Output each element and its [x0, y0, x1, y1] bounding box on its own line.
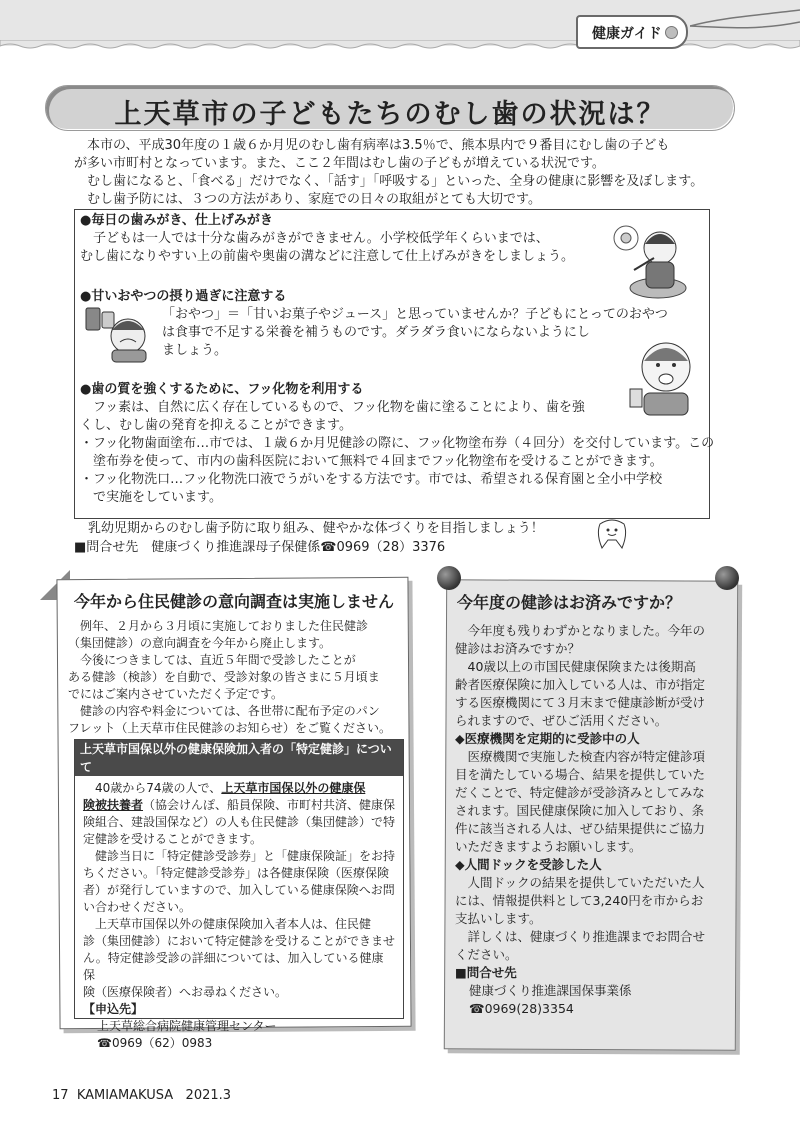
specific-checkup-line: ん。特定健診受診の詳細については、加入している健康保 [83, 951, 384, 982]
left-note-line: でにはご案内させていただく予定です。 [68, 687, 284, 701]
page-footer [52, 1088, 231, 1103]
pushpin-icon [437, 566, 461, 590]
right-note-contact-label: ■問合せ先 [455, 965, 517, 980]
left-note-body [68, 618, 403, 737]
specific-checkup-box [74, 739, 404, 1050]
right-note-contact-phone: ☎0969(28)3354 [469, 1001, 574, 1016]
right-note-line: 健診はお済みですか？ [455, 641, 581, 656]
left-note-line: 例年、２月から３月頃に実施しておりました住民健診 [68, 619, 369, 633]
left-note-line: ある健診（検診）を自動で、受診対象の皆さまに５月頃ま [68, 670, 380, 684]
specific-checkup-line: 診（集団健診）において特定健診を受けることができませ [83, 934, 396, 948]
specific-checkup-line: 険（医療保険者）へお尋ねください。 [83, 985, 288, 999]
right-note-line: 支払いします。 [455, 911, 542, 926]
method-section-brushing [80, 212, 620, 266]
left-note-title: 今年から住民健診の意向調査は実施しません [74, 592, 395, 611]
method-line: ・フッ化物歯面塗布…市では、１歳６か月児健診の際に、フッ化物塗布券（４回分）を交付しています。この [80, 436, 715, 451]
method-line: 「おやつ」＝「甘いお菓子やジュース」と思っていませんか？子どもにとってのおやつ [162, 307, 668, 322]
right-note-title: 今年度の健診はお済みですか？ [457, 593, 682, 612]
method-line: 塗布券を使って、市内の歯科医院において無料で４回までフッ化物塗布を受けることができます。 [80, 454, 663, 469]
method-line: くし、むし歯の発育を抑えることができます。 [80, 418, 352, 433]
specific-checkup-line: ちください。「特定健診受診券」は各健康保険（医療保険 [83, 866, 390, 880]
specific-checkup-line: 健診当日に「特定健診受診券」と「健康保険証」をお持 [83, 849, 396, 863]
method-section-fluoride [80, 381, 715, 507]
right-note-line: 件に該当される人は、ぜひ結果提供にご協力 [455, 821, 706, 836]
specific-checkup-emphasis: 険被扶養者 [83, 798, 144, 812]
method-section-snacks [80, 288, 710, 360]
right-note-line: だくことで、特定健診が受診済みとしてみな [455, 785, 705, 800]
specific-checkup-line: い合わせください。 [83, 900, 192, 914]
right-note-line: 齢者医療保険に加入している人は、市が指定 [455, 677, 706, 692]
left-note-line: （集団健診）の意向調査を今年から廃止します。 [68, 636, 332, 650]
section-tag-label: 健康ガイド [592, 26, 662, 42]
method-heading: ●歯の質を強くするために、フッ化物を利用する [80, 382, 364, 397]
specific-checkup-line: 定健診を受けることができます。 [83, 832, 263, 846]
specific-checkup-line: 険組合、建設国保など）の人も住民健診（集団健診）で特 [83, 815, 396, 829]
right-note-line: 目を満たしている場合、結果を提供していた [455, 767, 706, 782]
apply-name: 上天草総合病院健康管理センター [97, 1019, 277, 1033]
right-note-subheading: ◆医療機関を定期的に受診中の人 [455, 731, 640, 746]
magazine-name: KAMIAMAKUSA [76, 1088, 174, 1103]
page-number: 17 [52, 1088, 69, 1103]
child-sweets-illustration [84, 306, 160, 364]
method-line: は食事で不足する栄養を補うものです。ダラダラ食いにならないようにし [162, 325, 590, 340]
right-note-subheading: ◆人間ドックを受診した人 [455, 857, 602, 872]
specific-checkup-text: 40歳から74歳の人で、 [83, 781, 222, 795]
apply-label: 【申込先】 [83, 1002, 144, 1016]
article-intro [74, 137, 724, 209]
article-title: 上天草市の子どもたちのむし歯の状況は？ [114, 99, 666, 130]
right-note-line: られますので、ぜひご活用ください。 [455, 713, 668, 728]
intro-line: むし歯になると、「食べる」だけでなく、「話す」「呼吸する」といった、全身の健康に影響を及ぼします。 [87, 174, 704, 189]
left-note-line: 健診の内容や料金については、各世帯に配布予定のパン [68, 704, 380, 718]
intro-line: が多い市町村となっています。また、ここ２年間はむし歯の子どもが増えている状況です。 [74, 156, 605, 171]
intro-line: むし歯予防には、３つの方法があり、家庭での日々の取組がとても大切です。 [87, 192, 541, 207]
pushpin-icon [715, 566, 739, 590]
specific-checkup-line: 者）が発行していますので、加入している健康保険へお問 [83, 883, 395, 897]
right-note-line: 人間ドックの結果を提供していただいた人 [455, 875, 705, 890]
specific-checkup-emphasis: 上天草市国保以外の健康保 [221, 781, 366, 795]
left-note-line: フレット（上天草市住民健診のお知らせ）をご覧ください。 [68, 721, 392, 735]
method-line: むし歯になりやすい上の前歯や奥歯の溝などに注意して仕上げみがきをしましょう。 [80, 249, 575, 264]
right-note-line: されます。国民健康保険に加入しており、条 [455, 803, 705, 818]
specific-checkup-line: 上天草市国保以外の健康保険加入者本人は、住民健 [83, 917, 372, 931]
right-note-line: いただきますようお願いします。 [455, 839, 642, 854]
method-line: ましょう。 [162, 343, 228, 358]
method-line: ・フッ化物洗口…フッ化物洗口液でうがいをする方法です。市では、希望される保育園と全小中学校 [80, 472, 663, 487]
section-tag [576, 15, 688, 49]
right-note-line: 40歳以上の市国民健康保険または後期高 [455, 659, 696, 674]
method-heading: ●毎日の歯みがき、仕上げみがき [80, 213, 273, 228]
right-note-line: には、情報提供料として3,240円を市からお [455, 893, 704, 908]
right-note-contact-name: 健康づくり推進課国保事業係 [469, 983, 632, 998]
right-note-line: 今年度も残りわずかとなりました。今年の [455, 623, 706, 638]
article-title-bar [45, 85, 735, 131]
right-note-line: 医療機関で実施した検査内容が特定健診項 [455, 749, 706, 764]
issue-date: 2021.3 [185, 1088, 232, 1103]
right-note-line: する医療機関にて３月末まで健康診断が受け [455, 695, 706, 710]
apply-phone: ☎0969（62）0983 [97, 1036, 213, 1050]
right-note-body [455, 622, 735, 1018]
tag-hole-icon [665, 26, 678, 39]
method-line: で実施をしています。 [80, 490, 222, 505]
specific-checkup-body [75, 776, 403, 1052]
specific-checkup-heading: 上天草市国保以外の健康保険加入者の「特定健診」について [75, 740, 403, 776]
method-line: フッ素は、自然に広く存在しているもので、フッ化物を歯に塗ることにより、歯を強 [93, 400, 585, 415]
right-note-line: 詳しくは、健康づくり推進課までお問合せ [455, 929, 706, 944]
intro-line: 本市の、平成30年度の１歳６か月児のむし歯有病率は3.5％で、熊本県内で９番目にむし歯の子ども [87, 138, 670, 153]
specific-checkup-text: （協会けんぽ、船員保険、市町村共済、健康保 [143, 798, 396, 812]
left-note-line: 今後につきましては、直近５年間で受診したことが [68, 653, 356, 667]
closing-message: 乳幼児期からのむし歯予防に取り組み、健やかな体づくりを目指しましょう！ [88, 521, 544, 536]
method-line: 子どもは一人では十分な歯みがきができません。小学校低学年くらいまでは、 [93, 231, 549, 246]
method-heading: ●甘いおやつの摂り過ぎに注意する [80, 289, 287, 304]
article-contact: ■問合せ先 健康づくり推進課母子保健係☎0969（28）3376 [74, 540, 446, 555]
right-note-line: ください。 [455, 947, 518, 962]
tag-string [690, 8, 800, 38]
